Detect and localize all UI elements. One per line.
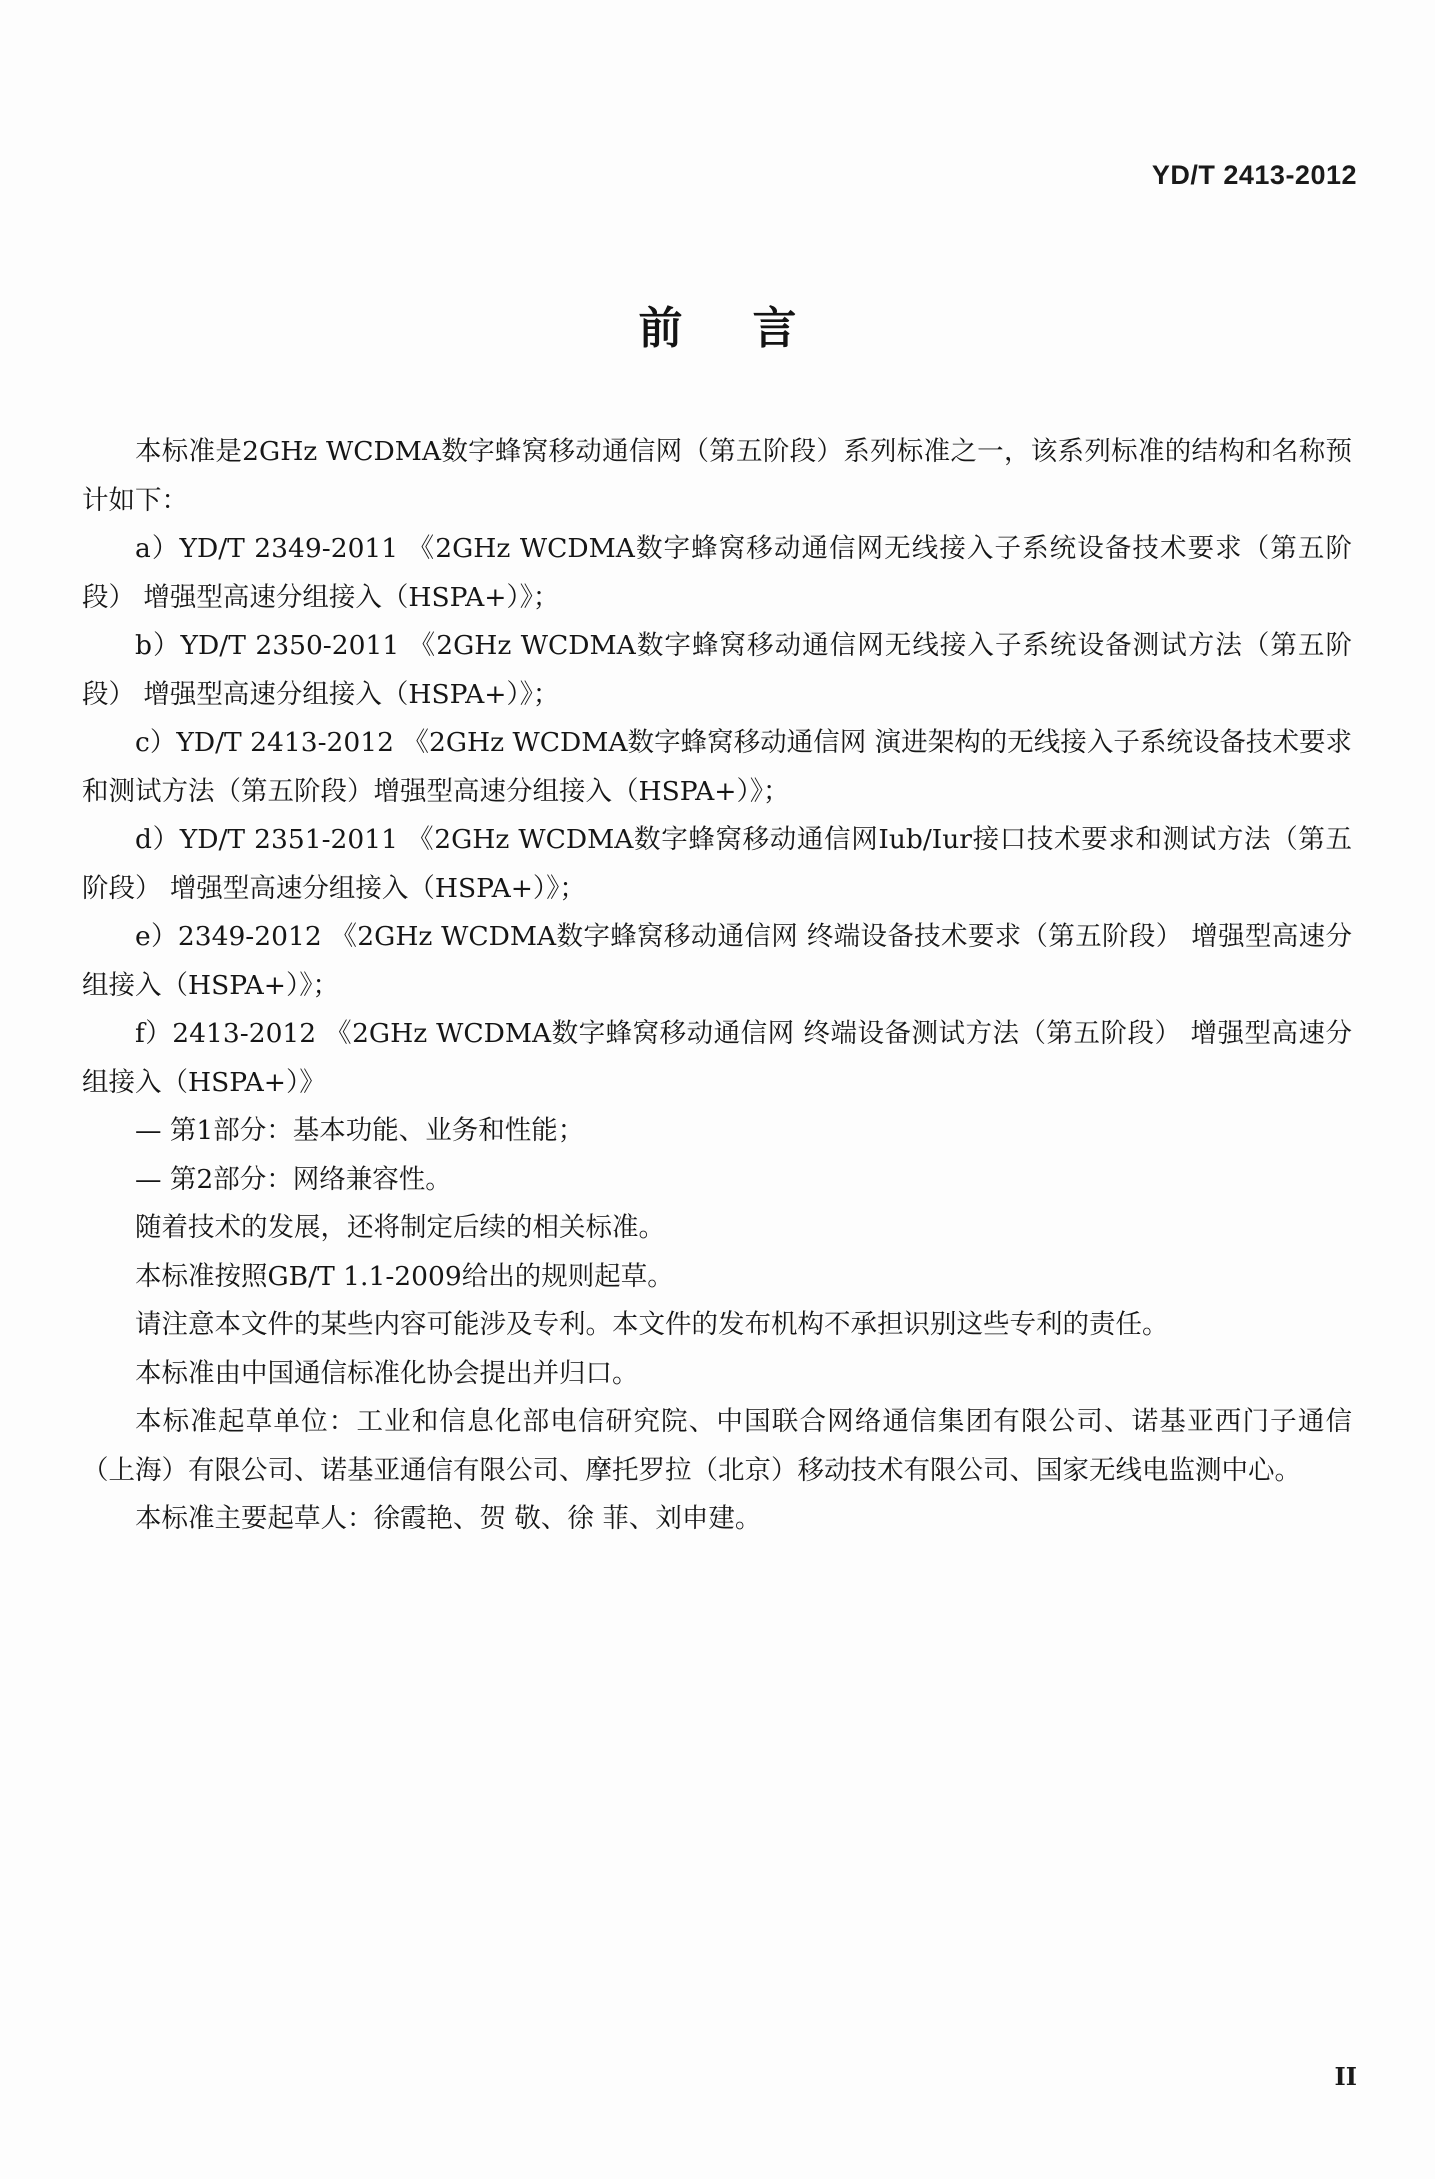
- patent-notice-paragraph: 请注意本文件的某些内容可能涉及专利。本文件的发布机构不承担识别这些专利的责任。: [135, 1309, 1169, 1340]
- sub-part-2: — 第2部分：网络兼容性。: [135, 1163, 452, 1195]
- drafters-paragraph: 本标准主要起草人：徐霞艳、贺 敬、徐 菲、刘申建。: [135, 1503, 762, 1534]
- future-standards-paragraph: 随着技术的发展，还将制定后续的相关标准。: [135, 1212, 665, 1243]
- list-item-d: d）YD/T 2351-2011 《2GHz WCDMA数字蜂窝移动通信网Iub/Iur接口技术要求和测试方法（第五阶段） 增强型高速分组接入（HSPA+）》；: [82, 824, 1352, 904]
- intro-paragraph: 本标准是2GHz WCDMA数字蜂窝移动通信网（第五阶段）系列标准之一，该系列标准的结构和名称预计如下：: [82, 436, 1352, 516]
- drafting-rules-paragraph: 本标准按照GB/T 1.1-2009给出的规则起草。: [135, 1260, 674, 1292]
- document-code: YD/T 2413-2012: [1151, 160, 1357, 190]
- list-item-f: f）2413-2012 《2GHz WCDMA数字蜂窝移动通信网 终端设备测试方法（第五阶段） 增强型高速分组接入（HSPA+）》: [82, 1018, 1352, 1098]
- proposer-paragraph: 本标准由中国通信标准化协会提出并归口。: [135, 1357, 639, 1389]
- list-item-e: e）2349-2012 《2GHz WCDMA数字蜂窝移动通信网 终端设备技术要求（第五阶段） 增强型高速分组接入（HSPA+）》；: [82, 921, 1352, 1001]
- page-title: 前言: [638, 303, 867, 354]
- sub-part-1: — 第1部分：基本功能、业务和性能；: [135, 1115, 585, 1146]
- drafting-units-paragraph: 本标准起草单位：工业和信息化部电信研究院、中国联合网络通信集团有限公司、诺基亚西门子通信（上海）有限公司、诺基亚通信有限公司、摩托罗拉（北京）移动技术有限公司、国家无线电监测中心。: [82, 1406, 1352, 1486]
- page-number: II: [1334, 2062, 1357, 2091]
- foreword-body: [82, 428, 1352, 1544]
- list-item-c: c）YD/T 2413-2012 《2GHz WCDMA数字蜂窝移动通信网 演进架构的无线接入子系统设备技术要求和测试方法（第五阶段）增强型高速分组接入（HSPA+）》；: [82, 727, 1352, 807]
- list-item-b: b）YD/T 2350-2011 《2GHz WCDMA数字蜂窝移动通信网无线接入子系统设备测试方法（第五阶段） 增强型高速分组接入（HSPA+）》；: [82, 630, 1352, 710]
- list-item-a: a）YD/T 2349-2011 《2GHz WCDMA数字蜂窝移动通信网无线接入子系统设备技术要求（第五阶段） 增强型高速分组接入（HSPA+）》；: [82, 533, 1352, 613]
